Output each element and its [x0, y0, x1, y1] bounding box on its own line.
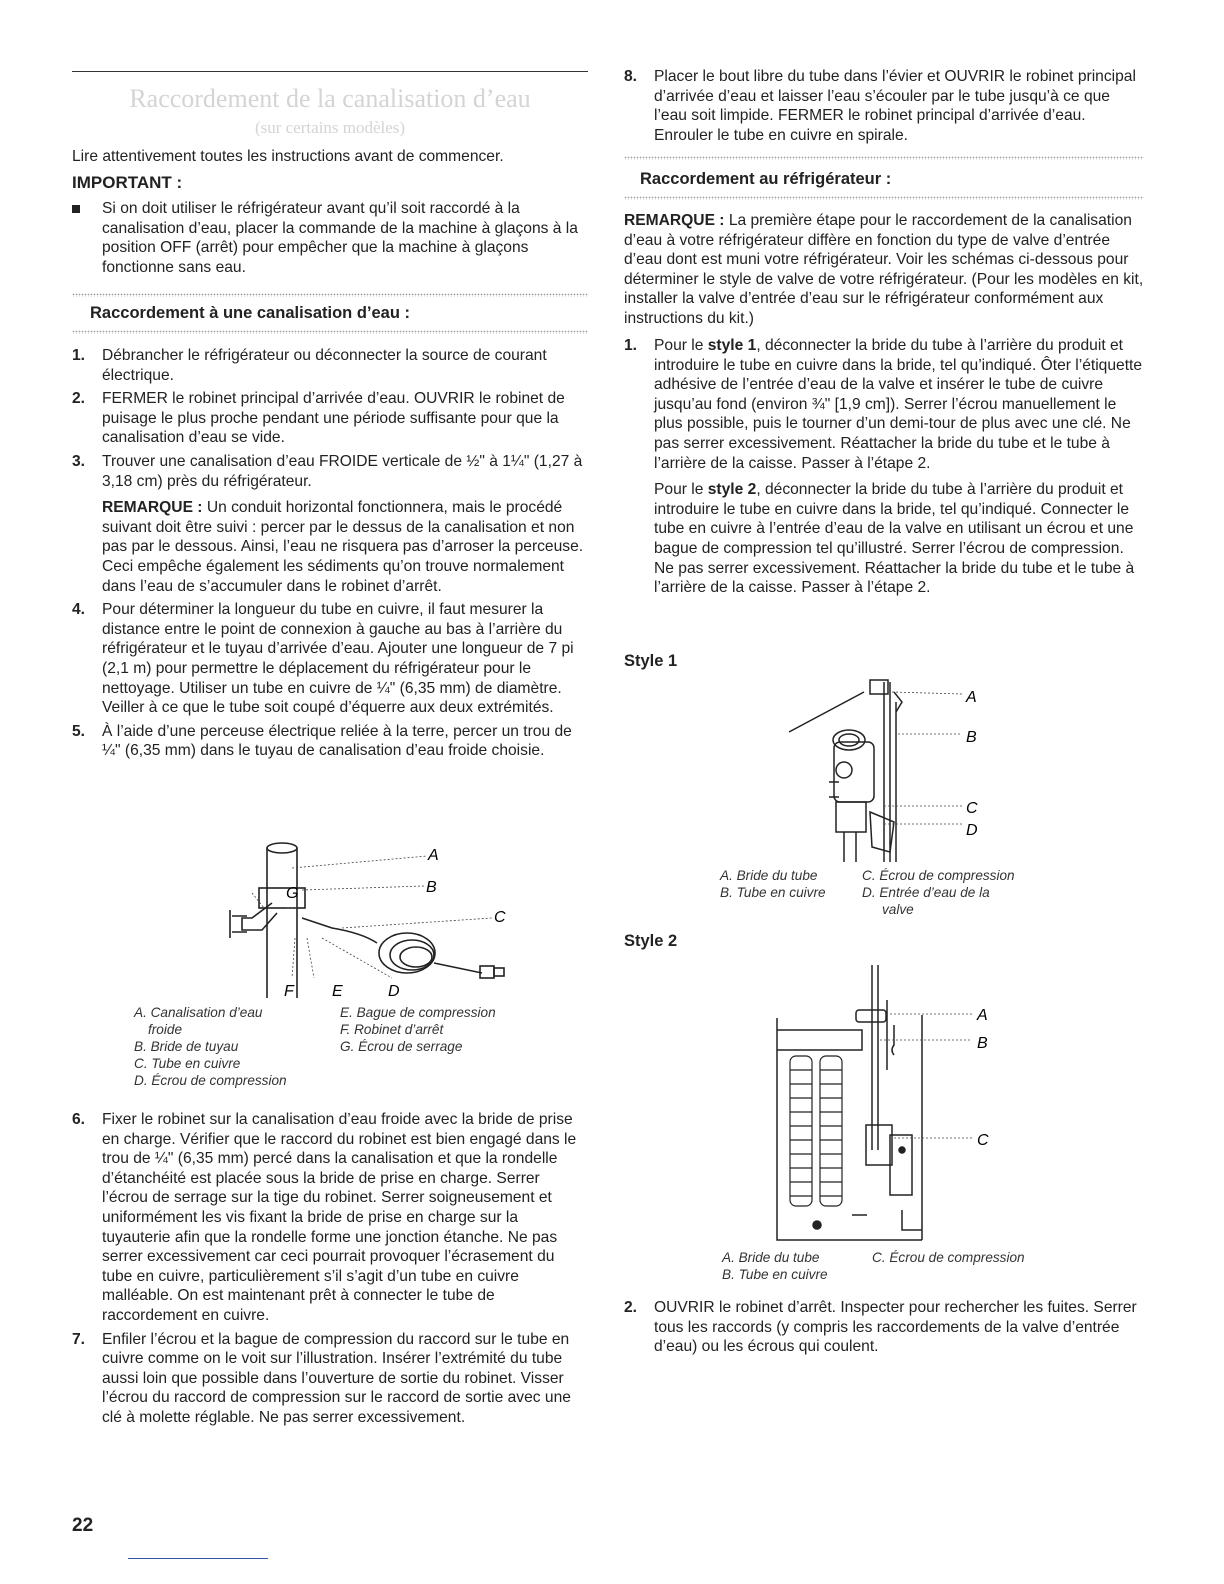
important-bullet	[72, 199, 588, 277]
style-1-bold: style 1	[707, 337, 757, 354]
style2-label-c: C	[977, 1132, 989, 1149]
legend-item: C. Écrou de compression	[862, 868, 1015, 883]
style1-legend-left	[720, 867, 826, 901]
step-item	[624, 1298, 1144, 1357]
step-item	[624, 336, 1144, 598]
dotted-rule	[72, 293, 588, 297]
step-item	[624, 67, 1144, 145]
legend-item: C. Tube en cuivre	[134, 1056, 241, 1071]
page-number: 22	[72, 1515, 94, 1536]
legend-item: A. Canalisation d’eau	[134, 1005, 263, 1020]
style-2-bold: style 2	[707, 481, 757, 499]
section-subtitle: (sur certains modèles)	[254, 118, 406, 137]
style1-label-b: B	[966, 729, 977, 746]
water-valve	[834, 742, 874, 802]
step-item	[72, 346, 588, 385]
fig1-legend-left	[134, 1004, 287, 1089]
step-text-style1	[654, 336, 1144, 473]
fig1-label-d: D	[388, 983, 400, 1000]
step-number: 1.	[72, 347, 86, 364]
step-number: 8.	[624, 68, 638, 85]
intro-text: Lire attentivement toutes les instructions avant de commencer.	[72, 148, 504, 165]
fig1-label-g: G	[286, 885, 299, 902]
legend-item: D. Écrou de compression	[134, 1073, 287, 1088]
style2-legend-left	[722, 1249, 828, 1283]
legend-item: C. Écrou de compression	[872, 1250, 1025, 1265]
style-1-valve-figure	[784, 672, 984, 864]
legend-item: B. Tube en cuivre	[720, 885, 826, 900]
dotted-rule	[72, 330, 588, 334]
note-label: REMARQUE :	[102, 499, 203, 517]
fig1-label-b: B	[426, 879, 437, 896]
legend-item: froide	[148, 1022, 183, 1037]
step-number: 1.	[624, 337, 638, 354]
copper-tube	[302, 918, 377, 943]
text-run: Pour le	[654, 481, 708, 499]
step-text: Débrancher le réfrigérateur ou déconnecter la source de courant électrique.	[102, 347, 547, 384]
fridge-note	[624, 211, 1144, 329]
step-text-style2	[654, 480, 1144, 598]
step-item	[72, 722, 588, 761]
section-title: Raccordement de la canalisation d’eau	[129, 84, 531, 113]
step-text: Trouver une canalisation d’eau FROIDE verticale de ½" à 1¼" (1,27 à 3,18 cm) près du réfrigérateur.	[102, 452, 583, 490]
copper-tube	[872, 965, 878, 1150]
fig1-label-f: F	[284, 983, 294, 1000]
cabinet-edge	[884, 682, 896, 862]
section-heading-water-line: Raccordement à une canalisation d’eau :	[90, 304, 411, 322]
fig1-label-c: C	[494, 909, 506, 926]
step-number: 7.	[72, 1330, 86, 1348]
bullet-marker	[72, 205, 80, 213]
condenser-coil	[790, 1056, 812, 1206]
step-text: Fixer le robinet sur la canalisation d’eau froide avec la bride de prise en charge. Vérifier que le raccord du robinet est bien engagé dans le trou de ¼" (6,35 mm) percé dans la canalisation et que la rondelle d’étanchéité est placée sous la bride de prise en charge. Serrer l’écrou de serrage sur la tige du robinet. Serrer soigneusement et uniformément les vis fixant la bride de prise en charge sur la tuyauterie afin que la rondelle forme une jonction étanche. Ne pas serrer excessivement car ceci pourrait provoquer l’écrasement du tube en cuivre, particulièrement s’il s’agit d’un tube en cuivre malléable. On est maintenant prêt à connecter le tube de raccordement en cuivre.	[102, 1111, 577, 1324]
style-2-valve-figure	[772, 960, 994, 1242]
style1-label-d: D	[966, 822, 978, 839]
fig1-label-e: E	[332, 983, 343, 1000]
style2-label-b: B	[977, 1035, 988, 1052]
important-bullet-text: Si on doit utiliser le réfrigérateur avant qu’il soit raccordé à la canalisation d’eau, placer la commande de la machine à glaçons à la position OFF (arrêt) pour empêcher que la machine à glaçons fonctionne sans eau.	[102, 200, 578, 276]
legend-item: G. Écrou de serrage	[340, 1039, 463, 1054]
text-run: , déconnecter la bride du tube à l’arrière du produit et introduire le tube en cuivre dans la bride, tel qu’indiqué. Connecter le tube en cuivre à l’entrée d’eau de la valve en utilisant un écrou et une bague de compression tel qu’illustré. Serrer l’écrou de compression. Ne pas serrer excessivement. Réattacher la bride du tube et le tube à l’arrière de la caisse. Passer à l’étape 2.	[654, 481, 1135, 597]
note-text: Un conduit horizontal fonctionnera, mais le procédé suivant doit être suivi : percer par le dessus de la canalisation et non pas par le dessous. Ainsi, l’eau ne risquera pas d’arroser la perceuse. Ceci empêche également les sédiments qu’on trouve normalement dans l’eau de s’accumuler dans le robinet d’arrêt.	[102, 499, 584, 595]
style1-legend-right	[862, 867, 1015, 918]
fig1-legend-right	[340, 1004, 496, 1055]
step-number: 5.	[72, 722, 86, 740]
step-8-list	[624, 67, 1144, 149]
step-note	[102, 498, 588, 596]
step-number: 2.	[624, 1299, 638, 1316]
step-text: À l’aide d’une perceuse électrique reliée à la terre, percer un trou de ¼" (6,35 mm) dans le tuyau de canalisation d’eau froide choisie.	[102, 722, 572, 760]
step-number: 4.	[72, 601, 86, 619]
step-item	[72, 1330, 588, 1428]
steps-list-2	[72, 1110, 588, 1432]
footer-rule	[128, 1558, 268, 1559]
style1-label-c: C	[966, 800, 978, 817]
step-text: OUVRIR le robinet d’arrêt. Inspecter pour rechercher les fuites. Serrer tous les raccords (y compris les raccordements de la valve d’entrée d’eau) ou les écrous qui coulent.	[654, 1299, 1137, 1356]
style-2-label: Style 2	[624, 932, 678, 950]
step-item	[72, 389, 588, 448]
legend-item: valve	[882, 902, 914, 917]
step-number: 6.	[72, 1111, 86, 1128]
shutoff-valve-figure	[202, 838, 532, 1003]
legend-item: A. Bride du tube	[722, 1250, 820, 1265]
compression-nut	[866, 1125, 892, 1165]
text-run: , déconnecter la bride du tube à l’arrière du produit et introduire le tube en cuivre dans la bride, tel qu’indiqué. Ôter l’étiquette adhésive de l’entrée d’eau de la valve et insérer le tube de cuivre jusqu’au fond (environ ¾" [1,9 cm]). Serrer l’écrou manuellement le plus possible, puis le tourner d’un demi-tour de plus avec une clé. Ne pas serrer excessivement. Réattacher la bride du tube et le tube à l’arrière de la caisse. Passer à l’étape 2.	[654, 337, 1143, 472]
step-number: 3.	[72, 452, 86, 470]
dotted-rule	[624, 156, 1144, 160]
step-item	[72, 452, 588, 596]
step-2-list	[624, 1298, 1144, 1361]
fig1-label-a: A	[428, 847, 439, 864]
note-label: REMARQUE :	[624, 212, 725, 229]
tube-clamp	[856, 1010, 886, 1022]
note-text: La première étape pour le raccordement de la canalisation d’eau à votre réfrigérateur diffère en fonction du type de valve d’entrée d’eau dont est muni votre réfrigérateur. Voir les schémas ci-dessous pour déterminer le style de valve de votre réfrigérateur. (Pour les modèles en kit, installer la valve d’entrée d’eau sur le réfrigérateur conformément aux instructions du kit.)	[624, 212, 1144, 327]
condenser-coil	[820, 1056, 842, 1206]
style2-label-a: A	[977, 1007, 988, 1024]
steps-list-1	[72, 346, 588, 765]
legend-item: A. Bride du tube	[720, 868, 818, 883]
legend-item: B. Tube en cuivre	[722, 1267, 828, 1282]
step-text: FERMER le robinet principal d’arrivée d’eau. OUVRIR le robinet de puisage le plus proche pendant une période suffisante pour que la canalisation d’eau se vide.	[102, 390, 565, 447]
step-text: Enfiler l’écrou et la bague de compression du raccord sur le tube en cuivre comme on le voit sur l’illustration. Insérer l’extrémité du tube aussi loin que possible dans l’ouverture de sortie du robinet. Visser l’écrou du raccord de compression sur le raccord de sortie avec une clé à molette réglable. Ne pas serrer excessivement.	[102, 1330, 571, 1426]
copper-tube	[894, 692, 902, 712]
step-text: Placer le bout libre du tube dans l’évier et OUVRIR le robinet principal d’arrivée d’eau et laisser l’eau s’écouler par le tube jusqu’à ce que l’eau soit limpide. FERMER le robinet principal d’arrivée d’eau. Enrouler le tube en cuivre en spirale.	[654, 68, 1136, 144]
step-1-list	[624, 336, 1144, 602]
tube-clamp	[870, 680, 888, 694]
step-text: Pour déterminer la longueur du tube en cuivre, il faut mesurer la distance entre le point de connexion à gauche au bas à l’arrière du réfrigérateur et le tuyau d’arrivée d’eau. Ajouter une longueur de 7 pi (2,1 m) pour permettre le déplacement du réfrigérateur pour le nettoyage. Utiliser un tube en cuivre de ¼" (6,35 mm) de diamètre. Veiller à ce que le tube soit coupé d’équerre aux deux extrémités.	[102, 601, 574, 717]
legend-item: B. Bride de tuyau	[134, 1039, 239, 1054]
section-heading-fridge: Raccordement au réfrigérateur :	[640, 170, 892, 188]
step-item	[72, 600, 588, 718]
text-run: Pour le	[654, 337, 708, 354]
legend-item: D. Entrée d’eau de la	[862, 885, 990, 900]
step-item	[72, 1110, 588, 1326]
top-rule	[72, 71, 588, 72]
style1-label-a: A	[966, 689, 977, 706]
style2-legend-right	[872, 1249, 1025, 1266]
dotted-rule	[624, 196, 1144, 200]
cabinet-outline	[777, 1018, 922, 1240]
legend-item: F. Robinet d’arrêt	[340, 1022, 444, 1037]
step-number: 2.	[72, 390, 86, 408]
legend-item: E. Bague de compression	[340, 1005, 496, 1020]
style-1-label: Style 1	[624, 652, 678, 670]
important-heading: IMPORTANT :	[72, 173, 183, 192]
